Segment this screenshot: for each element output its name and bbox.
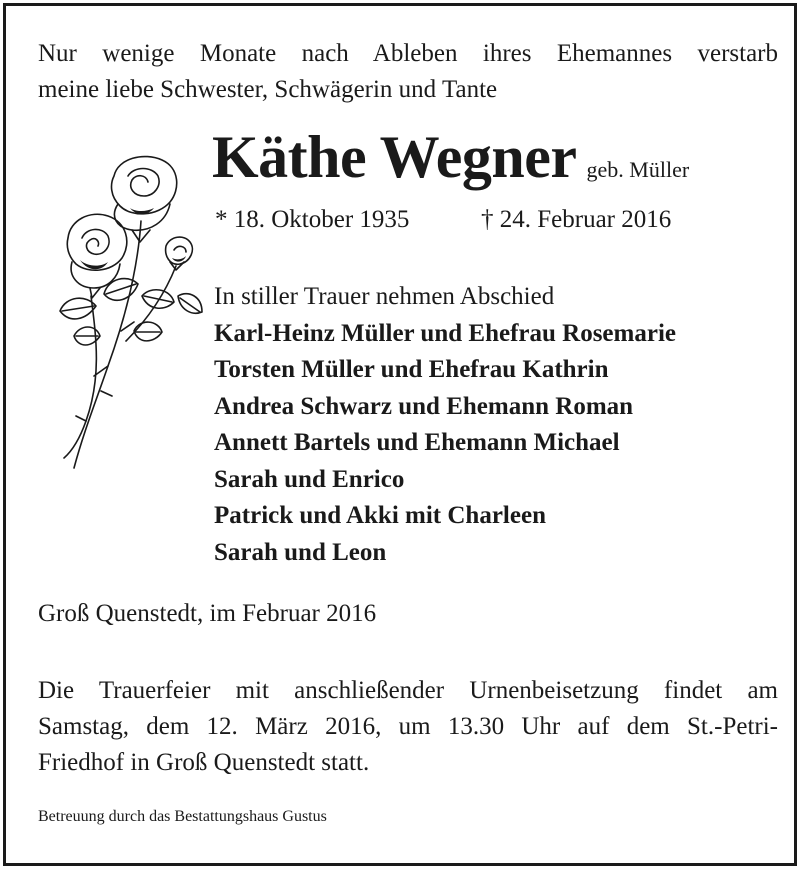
funeral-line-1: Die Trauerfeier mit anschließender Urnenbeisetzung findet am (38, 677, 778, 704)
death-date: † 24. Februar 2016 (481, 206, 672, 233)
funeral-home-note: Betreuung durch das Bestattungshaus Gustus (38, 808, 327, 825)
mourner-name: Sarah und Enrico (214, 465, 405, 493)
deceased-name-row (212, 123, 689, 192)
mourner-name: Annett Bartels und Ehemann Michael (214, 429, 620, 456)
maiden-name: geb. Müller (586, 157, 690, 182)
deceased-name: Käthe Wegner (212, 124, 577, 190)
funeral-info (38, 673, 778, 781)
birth-date: * 18. Oktober 1935 (215, 206, 410, 233)
intro-line-2: meine liebe Schwester, Schwägerin und Tante (38, 76, 498, 103)
intro-line-1: Nur wenige Monate nach Ableben ihres Ehemannes verstarb (38, 40, 778, 67)
mourner-name: Karl-Heinz Müller und Ehefrau Rosemarie (214, 319, 676, 347)
mourners-list (214, 279, 676, 571)
obituary-notice (3, 3, 797, 866)
funeral-line-2: Samstag, dem 12. März 2016, um 13.30 Uhr auf dem St.-Petri- (38, 713, 778, 740)
intro-text (38, 36, 778, 108)
place-and-date: Groß Quenstedt, im Februar 2016 (38, 600, 377, 627)
mourner-name: Andrea Schwarz und Ehemann Roman (214, 392, 634, 420)
mourners-heading: In stiller Trauer nehmen Abschied (214, 283, 555, 310)
funeral-line-3: Friedhof in Groß Quenstedt statt. (38, 749, 370, 776)
mourner-name: Patrick und Akki mit Charleen (214, 502, 546, 529)
mourner-name: Sarah und Leon (214, 538, 387, 566)
mourner-name: Torsten Müller und Ehefrau Kathrin (214, 356, 609, 383)
rose-icon (46, 146, 206, 476)
